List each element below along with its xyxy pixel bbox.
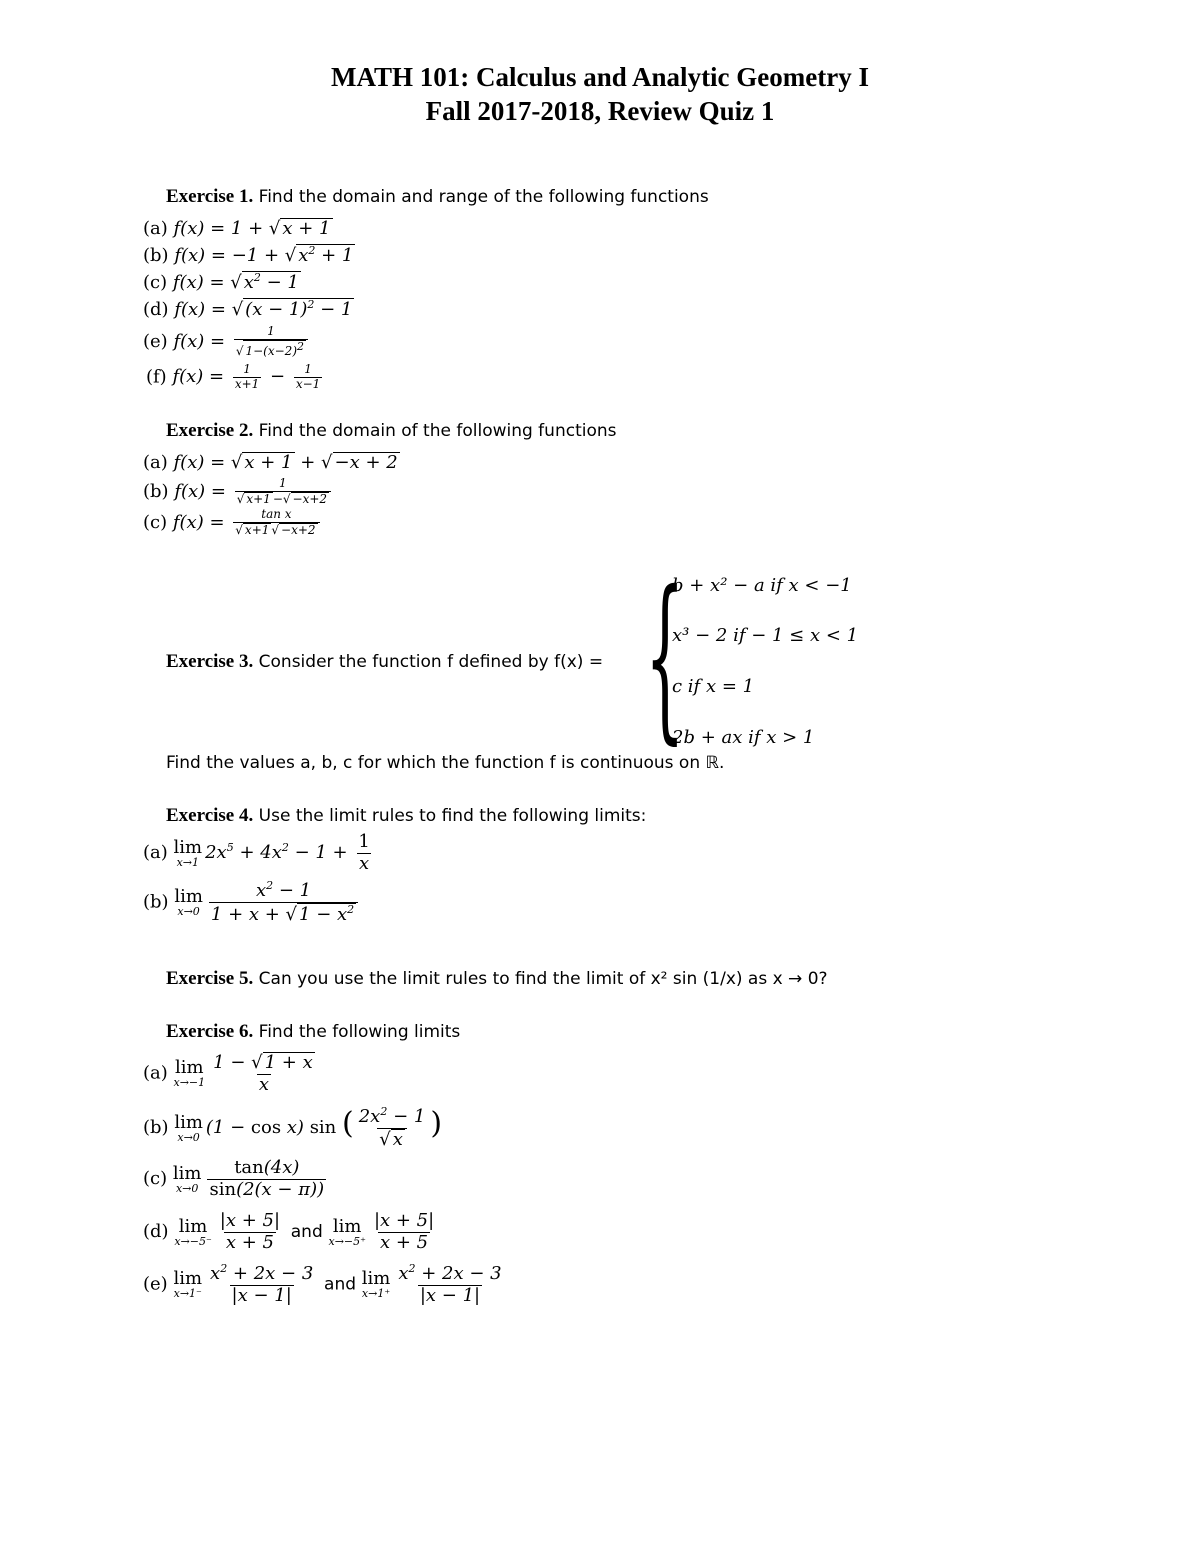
exercise-5-heading: [166, 968, 828, 990]
piecewise-case: c if x = 1: [672, 676, 755, 697]
exercise-4-heading: [166, 805, 646, 827]
quiz-title: Fall 2017-2018, Review Quiz 1: [425, 96, 775, 126]
ex1-item-e: (e) f(x) = $\frac{1}{√ 1-(x-2)^2}$: [143, 325, 311, 359]
course-title: MATH 101: Calculus and Analytic Geometry I: [331, 62, 869, 92]
exercise-text: Find the following limits: [258, 1022, 461, 1042]
ex1-item-c: (c) f(x) = √ $x^2 - 1$: [143, 271, 299, 293]
piecewise-case: b + x² − a if x < −1: [672, 575, 852, 596]
ex4-item-b: (b) lim x→0 $\frac{x^2 - 1}{1 + x + √ 1 - x^2}$: [143, 880, 361, 925]
exercise-text: Use the limit rules to find the following limits:: [258, 806, 647, 826]
piecewise-case: 2b + ax if x > 1: [672, 727, 815, 748]
ex4-item-a: (a) lim x→1 $2x^5 + 4x^2 - 1$ + $\frac{1}{x}$: [143, 831, 370, 874]
exercise-label: Exercise 2.: [166, 420, 254, 441]
ex6-item-c: (c) lim x→0 $\frac{\tan(4x)}{\sin(2(x - \pi))}$: [143, 1157, 325, 1200]
exercise-label: Exercise 5.: [166, 968, 254, 989]
exercise-text: Can you use the limit rules to find the limit of x² sin (1/x) as x → 0?: [258, 969, 828, 989]
exercise-3-heading: [166, 651, 603, 673]
exercise-3-question: Find the values a, b, c for which the function f is continuous on ℝ.: [166, 753, 725, 773]
ex6-item-d: (d) lim x→−5⁻ $\frac{|x + 5|}{x + 5}$ and lim x→−5⁺ $\frac{|x + 5|}{x + 5}$: [143, 1210, 435, 1253]
exercise-label: Exercise 4.: [166, 805, 254, 826]
ex2-item-a: (a) f(x) = √ x + 1 + √ −x + 2: [143, 452, 398, 473]
ex6-item-b: (b) lim x→0 (1 − cos x) sin ( $\frac{2x^2 - 1}{√ x}$ ): [143, 1105, 443, 1150]
piecewise-brace: {: [645, 553, 685, 760]
exercise-text: Find the domain of the following functions: [258, 421, 617, 441]
ex1-item-f: (f) f(x) = $\frac{1}{x+1}$ − $\frac{1}{x-1}$: [146, 362, 321, 391]
ex1-item-d: (d) f(x) = √ $(x - 1)^2 - 1$: [143, 298, 353, 320]
exercise-2-heading: [166, 420, 617, 442]
exercise-6-heading: [166, 1021, 460, 1043]
exercise-text: Consider the function f defined by f(x) =: [258, 652, 604, 672]
exercise-label: Exercise 3.: [166, 651, 254, 672]
ex1-item-b: (b) f(x) = −1 + √ $x^2 + 1$: [143, 244, 354, 266]
exercise-label: Exercise 6.: [166, 1021, 254, 1042]
ex6-item-e: (e) lim x→1⁻ $\frac{x^2 + 2x - 3}{|x - 1|}$ and lim x→1⁺ $\frac{x^2 + 2x - 3}{|x - 1|}$: [143, 1262, 502, 1306]
ex2-item-c: (c) f(x) = $\frac{\text{tan x}}{√ x+1 √ -x+2}$: [143, 508, 323, 538]
exercise-1-heading: [166, 186, 709, 208]
piecewise-case: x³ − 2 if − 1 ≤ x < 1: [672, 625, 859, 646]
ex2-item-b: (b) f(x) = $\frac{1}{√ x+1 -√ -x+2}$: [143, 477, 334, 507]
ex1-item-a: (a) f(x) = 1 + √ x + 1: [143, 218, 331, 239]
exercise-label: Exercise 1.: [166, 186, 254, 207]
exercise-text: Find the domain and range of the following functions: [258, 187, 709, 207]
ex6-item-a: (a) lim x→−1 $\frac{1 - √ 1 + x}{x}$: [143, 1052, 313, 1095]
